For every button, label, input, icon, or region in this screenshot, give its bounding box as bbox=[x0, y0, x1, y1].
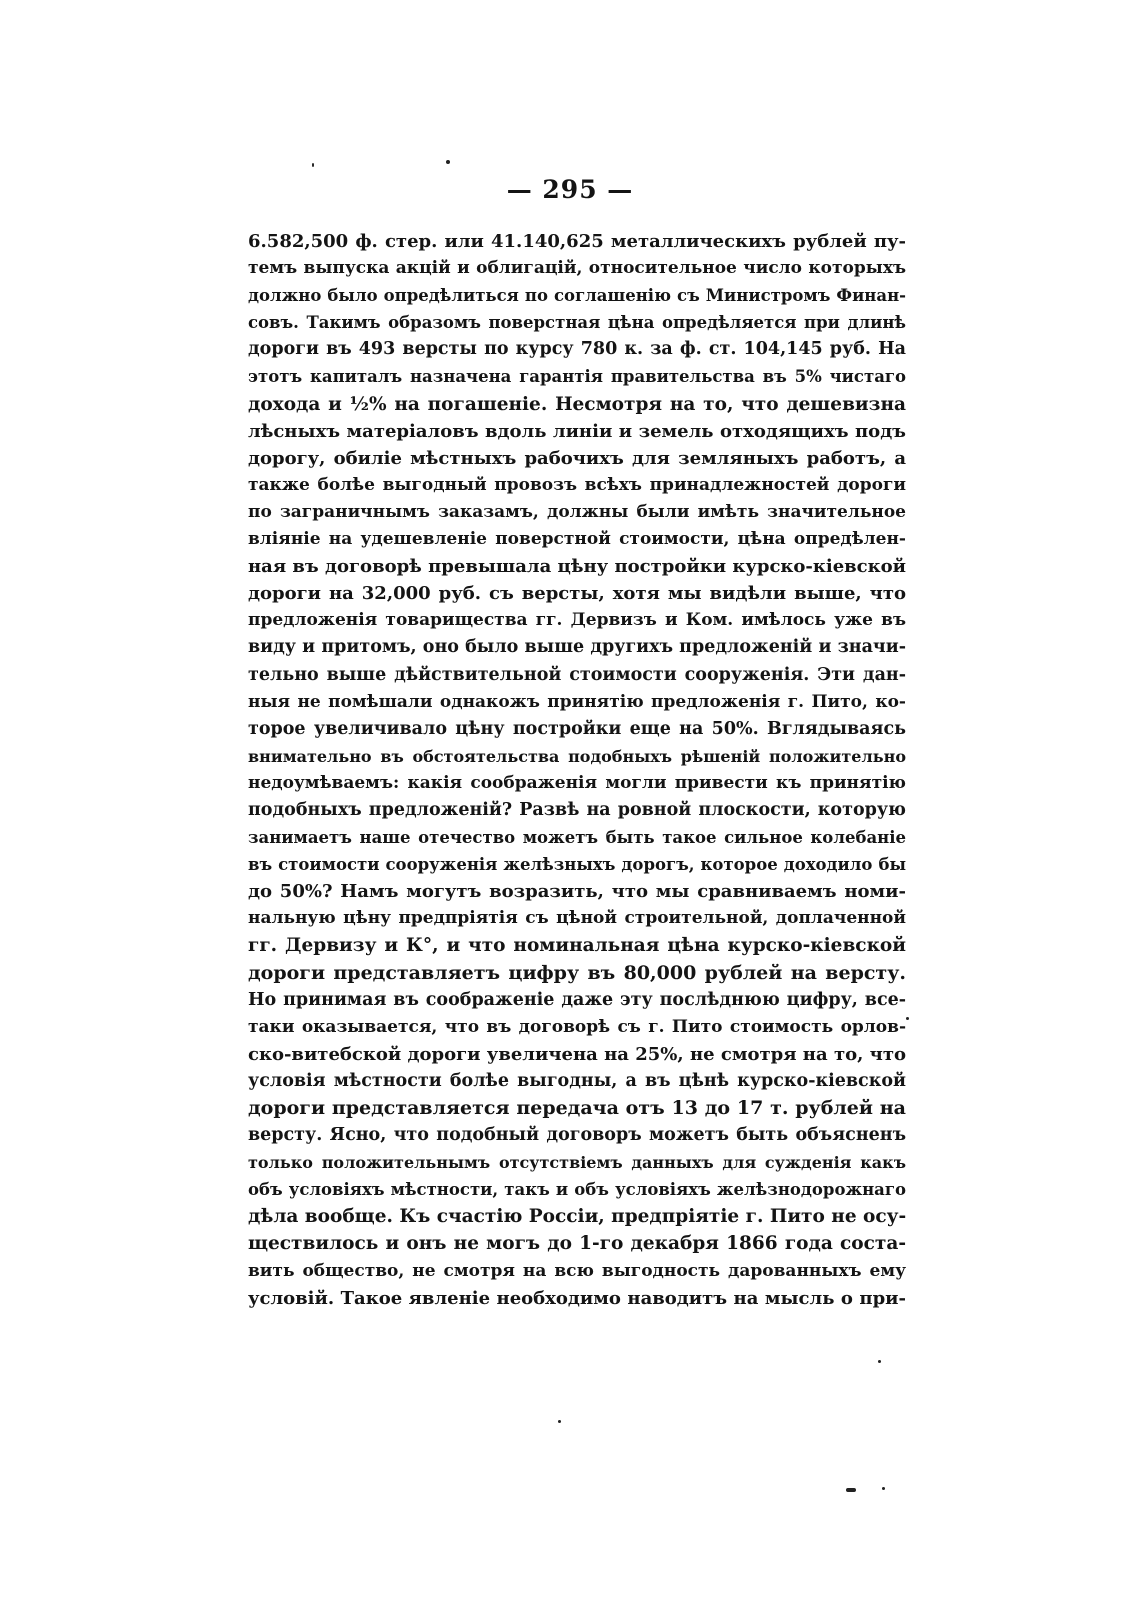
text-line: Но принимая въ соображеніе даже эту послѣднюю цифру, все- bbox=[248, 989, 906, 1010]
text-line: также болѣе выгодный провозъ всѣхъ принадлежностей дороги bbox=[248, 474, 906, 495]
text-line: дороги въ 493 версты по курсу 780 к. за ф. ст. 104,145 руб. На bbox=[248, 339, 906, 360]
text-line: по заграничнымъ заказамъ, должны были имѣть значительное bbox=[248, 501, 906, 522]
scan-speck bbox=[878, 1360, 881, 1363]
text-line: ная въ договорѣ превышала цѣну постройки курско-кіевской bbox=[248, 556, 906, 578]
text-line: ныя не помѣшали однакожъ принятію предложенія г. Пито, ко- bbox=[248, 691, 906, 712]
text-line: вліяніе на удешевленіе поверстной стоимости, цѣна опредѣлен- bbox=[248, 529, 906, 550]
text-line: тельно выше дѣйствительной стоимости сооруженія. Эти дан- bbox=[248, 664, 906, 685]
scan-speck bbox=[558, 1420, 561, 1423]
page-number: — 295 — bbox=[506, 175, 634, 204]
text-line: 6.582,500 ф. стер. или 41.140,625 металлическихъ рублей пу- bbox=[248, 231, 906, 252]
scan-speck bbox=[312, 163, 314, 167]
text-line: таки оказывается, что въ договорѣ съ г. Пито стоимость орлов- bbox=[248, 1016, 906, 1037]
text-line: въ стоимости сооруженія желѣзныхъ дорогъ, которое доходило бы bbox=[248, 855, 906, 875]
body-text bbox=[248, 228, 906, 1312]
text-line: объ условіяхъ мѣстности, такъ и объ условіяхъ желѣзнодорожнаго bbox=[248, 1180, 906, 1200]
scan-speck bbox=[846, 1488, 856, 1492]
text-line: дороги представляетъ цифру въ 80,000 рублей на версту. bbox=[248, 961, 906, 984]
text-line: занимаетъ наше отечество можетъ быть такое сильное колебаніе bbox=[248, 828, 906, 848]
text-line: вить общество, не смотря на всю выгодность дарованныхъ ему bbox=[248, 1260, 906, 1281]
scan-speck bbox=[906, 1017, 909, 1020]
text-line: гг. Дервизу и К°, и что номинальная цѣна курско-кіевской bbox=[248, 935, 906, 957]
text-line: виду и притомъ, оно было выше другихъ предложеній и значи- bbox=[248, 637, 906, 658]
text-line: ществилось и онъ не могъ до 1-го декабря 1866 года соста- bbox=[248, 1233, 906, 1255]
text-line: нальную цѣну предпріятія съ цѣной строительной, доплаченной bbox=[248, 908, 906, 929]
text-line: ско-витебской дороги увеличена на 25%, не смотря на то, что bbox=[248, 1043, 906, 1065]
text-line: подобныхъ предложеній? Развѣ на ровной плоскости, которую bbox=[248, 799, 906, 820]
text-line: дороги на 32,000 руб. съ версты, хотя мы видѣли выше, что bbox=[248, 583, 906, 605]
text-line: условія мѣстности болѣе выгодны, а въ цѣнѣ курско-кіевской bbox=[248, 1070, 906, 1091]
text-line: внимательно въ обстоятельства подобныхъ рѣшеній положительно bbox=[248, 746, 906, 766]
text-line: дорогу, обиліе мѣстныхъ рабочихъ для земляныхъ работъ, а bbox=[248, 447, 906, 469]
text-line: темъ выпуска акцій и облигацій, относительное число которыхъ bbox=[248, 258, 906, 279]
text-line: дохода и ½% на погашеніе. Несмотря на то, что дешевизна bbox=[248, 393, 906, 415]
text-line: до 50%? Намъ могутъ возразить, что мы сравниваемъ номи- bbox=[248, 881, 906, 903]
text-line: недоумѣваемъ: какія соображенія могли привести къ принятію bbox=[248, 772, 906, 793]
text-line: должно было опредѣлиться по соглашенію съ Министромъ Финан- bbox=[248, 286, 906, 306]
text-line: предложенія товарищества гг. Дервизъ и Ком. имѣлось уже въ bbox=[248, 610, 906, 631]
scan-speck bbox=[446, 160, 450, 164]
text-line: версту. Ясно, что подобный договоръ можетъ быть объясненъ bbox=[248, 1125, 906, 1146]
text-line: дороги представляется передача отъ 13 до 17 т. рублей на bbox=[248, 1097, 906, 1119]
text-line: только положительнымъ отсутствіемъ данныхъ для сужденія какъ bbox=[248, 1153, 906, 1173]
text-line: условій. Такое явленіе необходимо наводитъ на мысль о при- bbox=[248, 1287, 906, 1309]
text-line: совъ. Такимъ образомъ поверстная цѣна опредѣляется при длинѣ bbox=[248, 313, 906, 333]
text-line: торое увеличивало цѣну постройки еще на 50%. Вглядываясь bbox=[248, 718, 906, 739]
text-line: этотъ капиталъ назначена гарантія правительства въ 5% чистаго bbox=[248, 367, 906, 387]
text-line: дѣла вообще. Къ счастію Россіи, предпріятіе г. Пито не осу- bbox=[248, 1206, 907, 1228]
text-line: лѣсныхъ матеріаловъ вдоль линіи и земель отходящихъ подъ bbox=[248, 420, 906, 442]
scan-speck bbox=[882, 1487, 885, 1490]
